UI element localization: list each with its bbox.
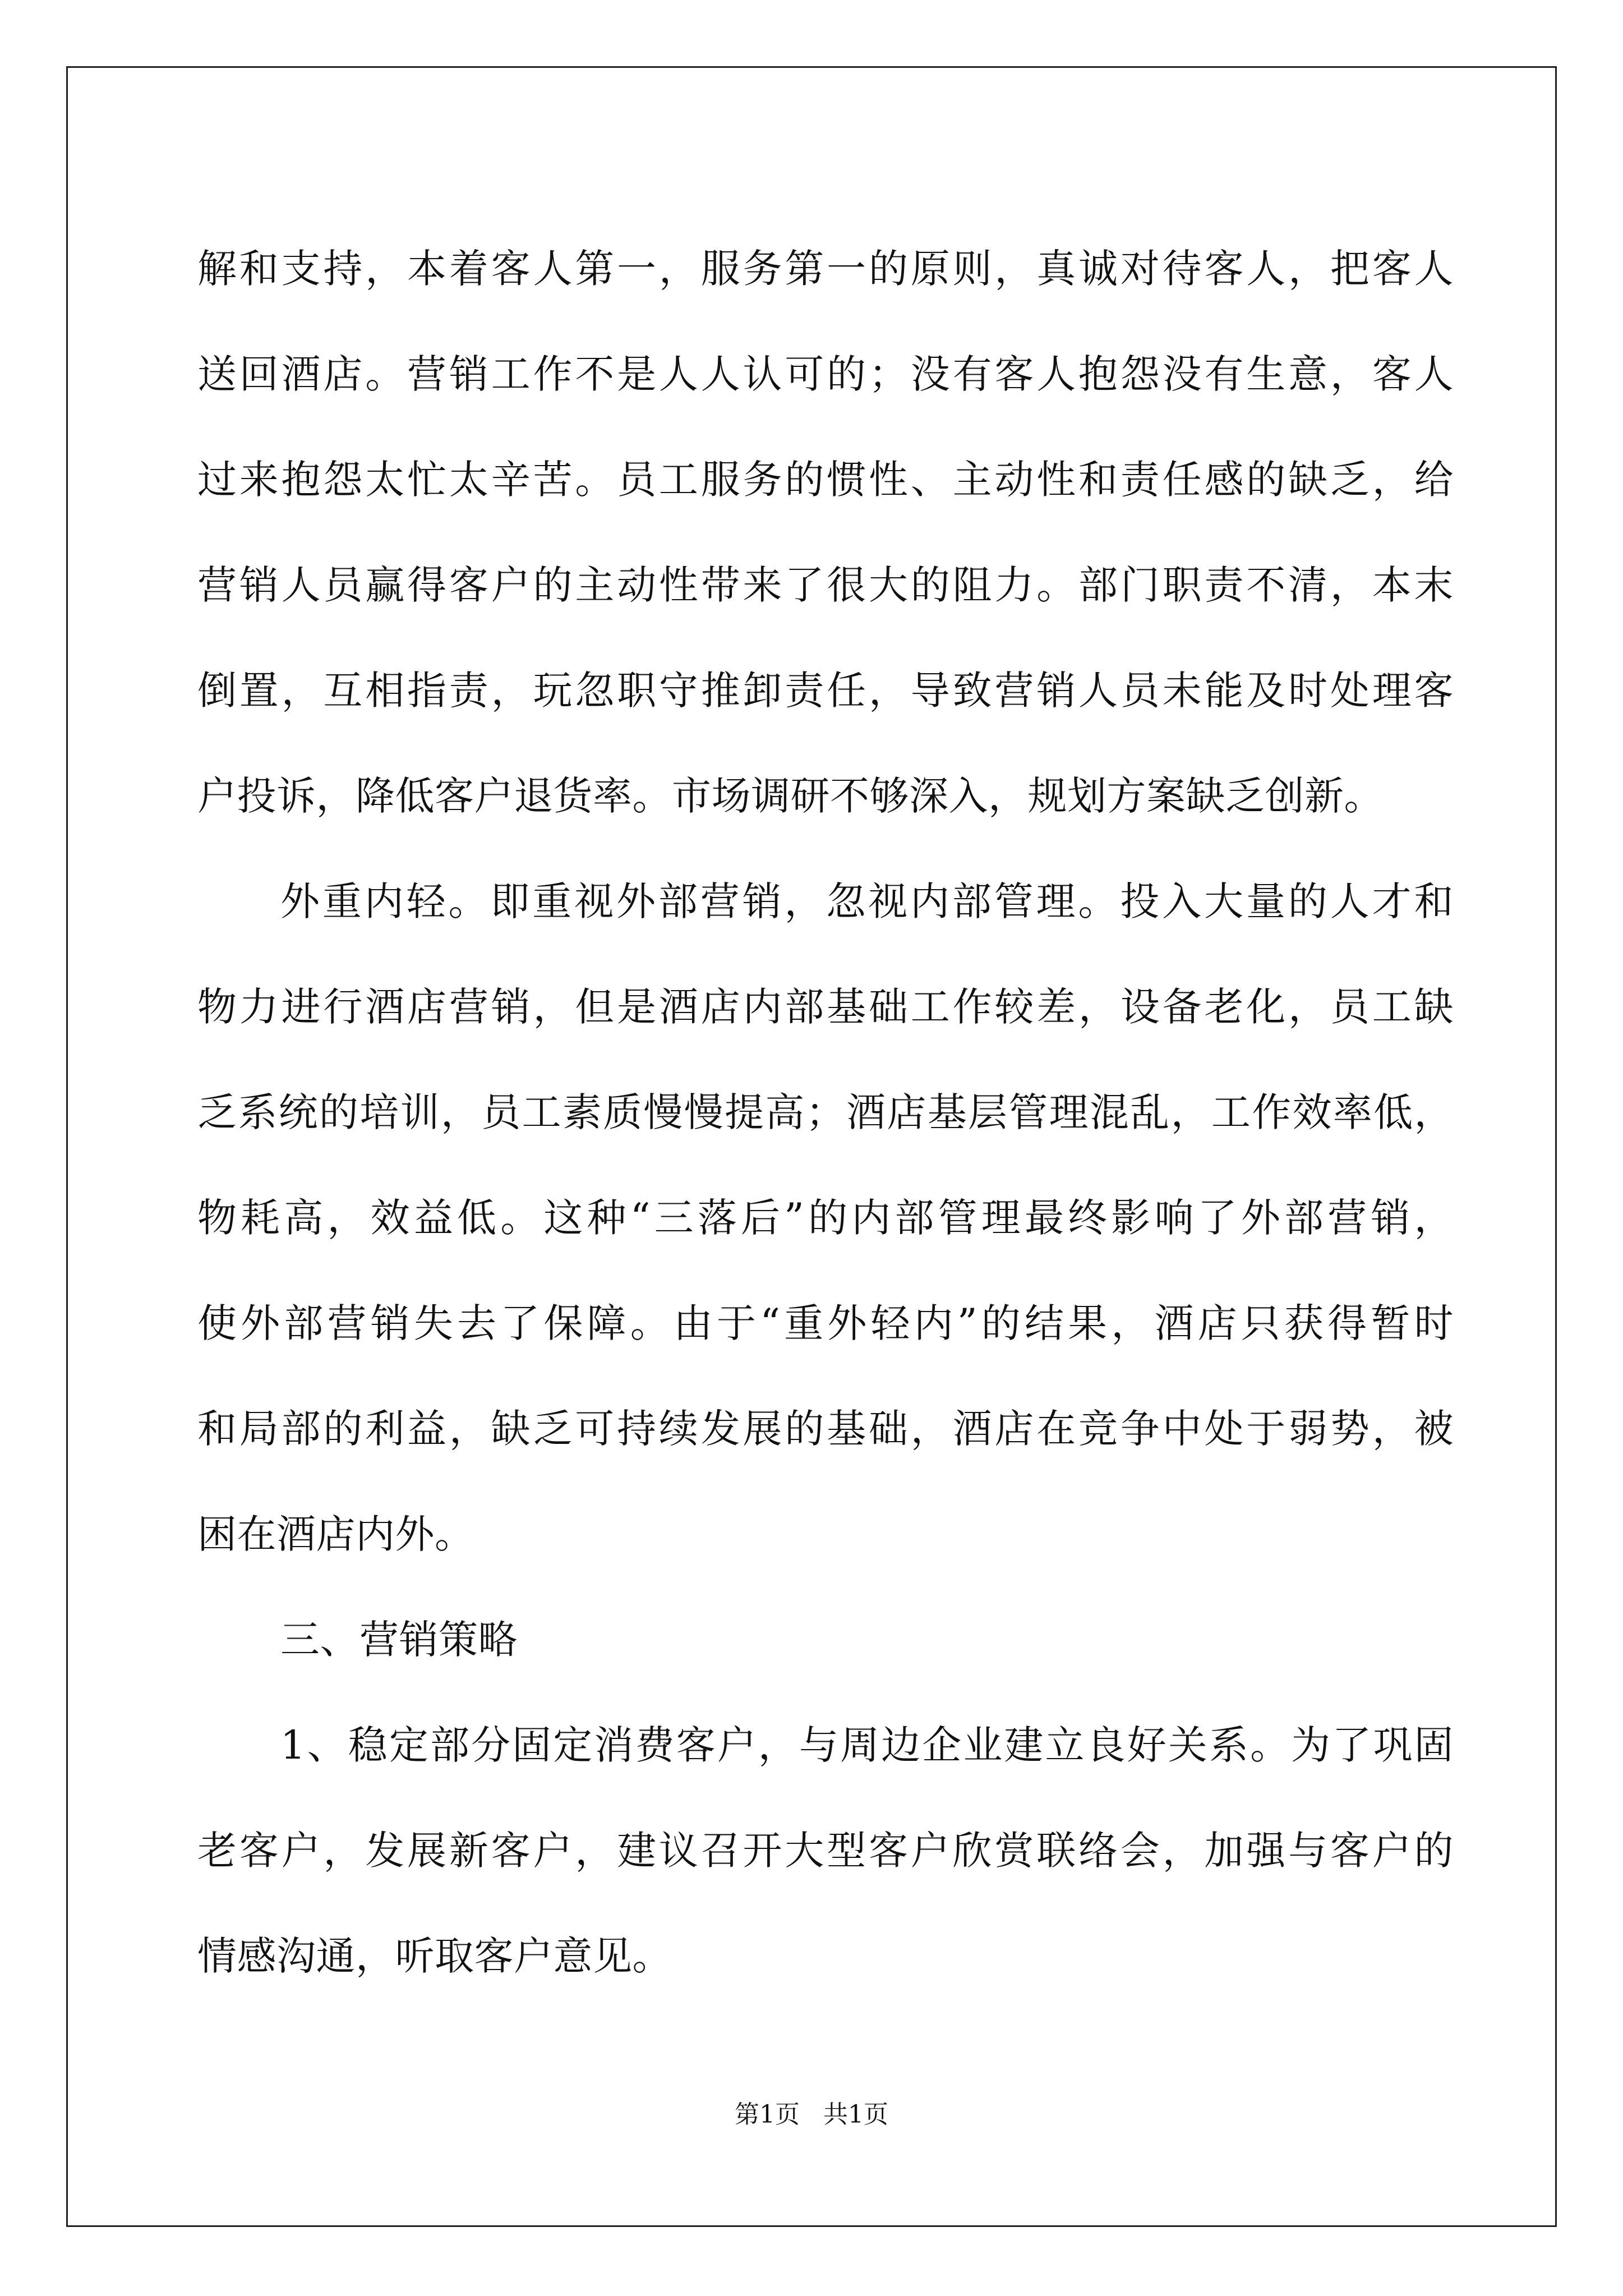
text-line: 送回酒店。营销工作不是人人认可的；没有客人抱怨没有生意，客人 <box>197 351 1454 397</box>
text-line: 解和支持，本着客人第一，服务第一的原则，真诚对待客人，把客人 <box>197 246 1454 292</box>
text-line: 情感沟通，听取客户意见。 <box>197 1933 672 1979</box>
page-count: 共1页 <box>823 2100 888 2129</box>
text-line: 过来抱怨太忙太辛苦。员工服务的惯性、主动性和责任感的缺乏，给 <box>197 457 1454 503</box>
paragraph <box>197 1692 1454 2009</box>
paragraph <box>197 849 1454 1587</box>
text-line: 困在酒店内外。 <box>197 1511 474 1557</box>
text-line: 和局部的利益，缺乏可持续发展的基础，酒店在竞争中处于弱势，被 <box>197 1406 1454 1452</box>
text-line: 物耗高，效益低。这种“三落后”的内部管理最终影响了外部营销， <box>197 1195 1454 1241</box>
text-line: 户投诉，降低客户退货率。市场调研不够深入，规划方案缺乏创新。 <box>197 773 1384 819</box>
text-line: 乏系统的培训，员工素质慢慢提高；酒店基层管理混乱，工作效率低， <box>197 1089 1454 1135</box>
page-footer <box>0 2098 1623 2132</box>
text-line: 物力进行酒店营销，但是酒店内部基础工作较差，设备老化，员工缺 <box>197 984 1454 1030</box>
page-number: 第1页 <box>735 2100 800 2129</box>
document-body <box>197 216 1454 2011</box>
text-line: 营销人员赢得客户的主动性带来了很大的阻力。部门职责不清，本末 <box>197 562 1454 608</box>
text-line: 三、营销策略 <box>280 1617 518 1663</box>
text-line: 倒置，互相指责，玩忽职守推卸责任，导致营销人员未能及时处理客 <box>197 668 1454 714</box>
text-line: 1、稳定部分固定消费客户，与周边企业建立良好关系。为了巩固 <box>280 1722 1454 1768</box>
paragraph <box>197 1587 1454 1692</box>
text-line: 外重内轻。即重视外部营销，忽视内部管理。投入大量的人才和 <box>280 878 1454 924</box>
text-line: 使外部营销失去了保障。由于“重外轻内”的结果，酒店只获得暂时 <box>197 1300 1454 1346</box>
paragraph <box>197 216 1454 849</box>
text-line: 老客户，发展新客户，建议召开大型客户欣赏联络会，加强与客户的 <box>197 1828 1454 1874</box>
